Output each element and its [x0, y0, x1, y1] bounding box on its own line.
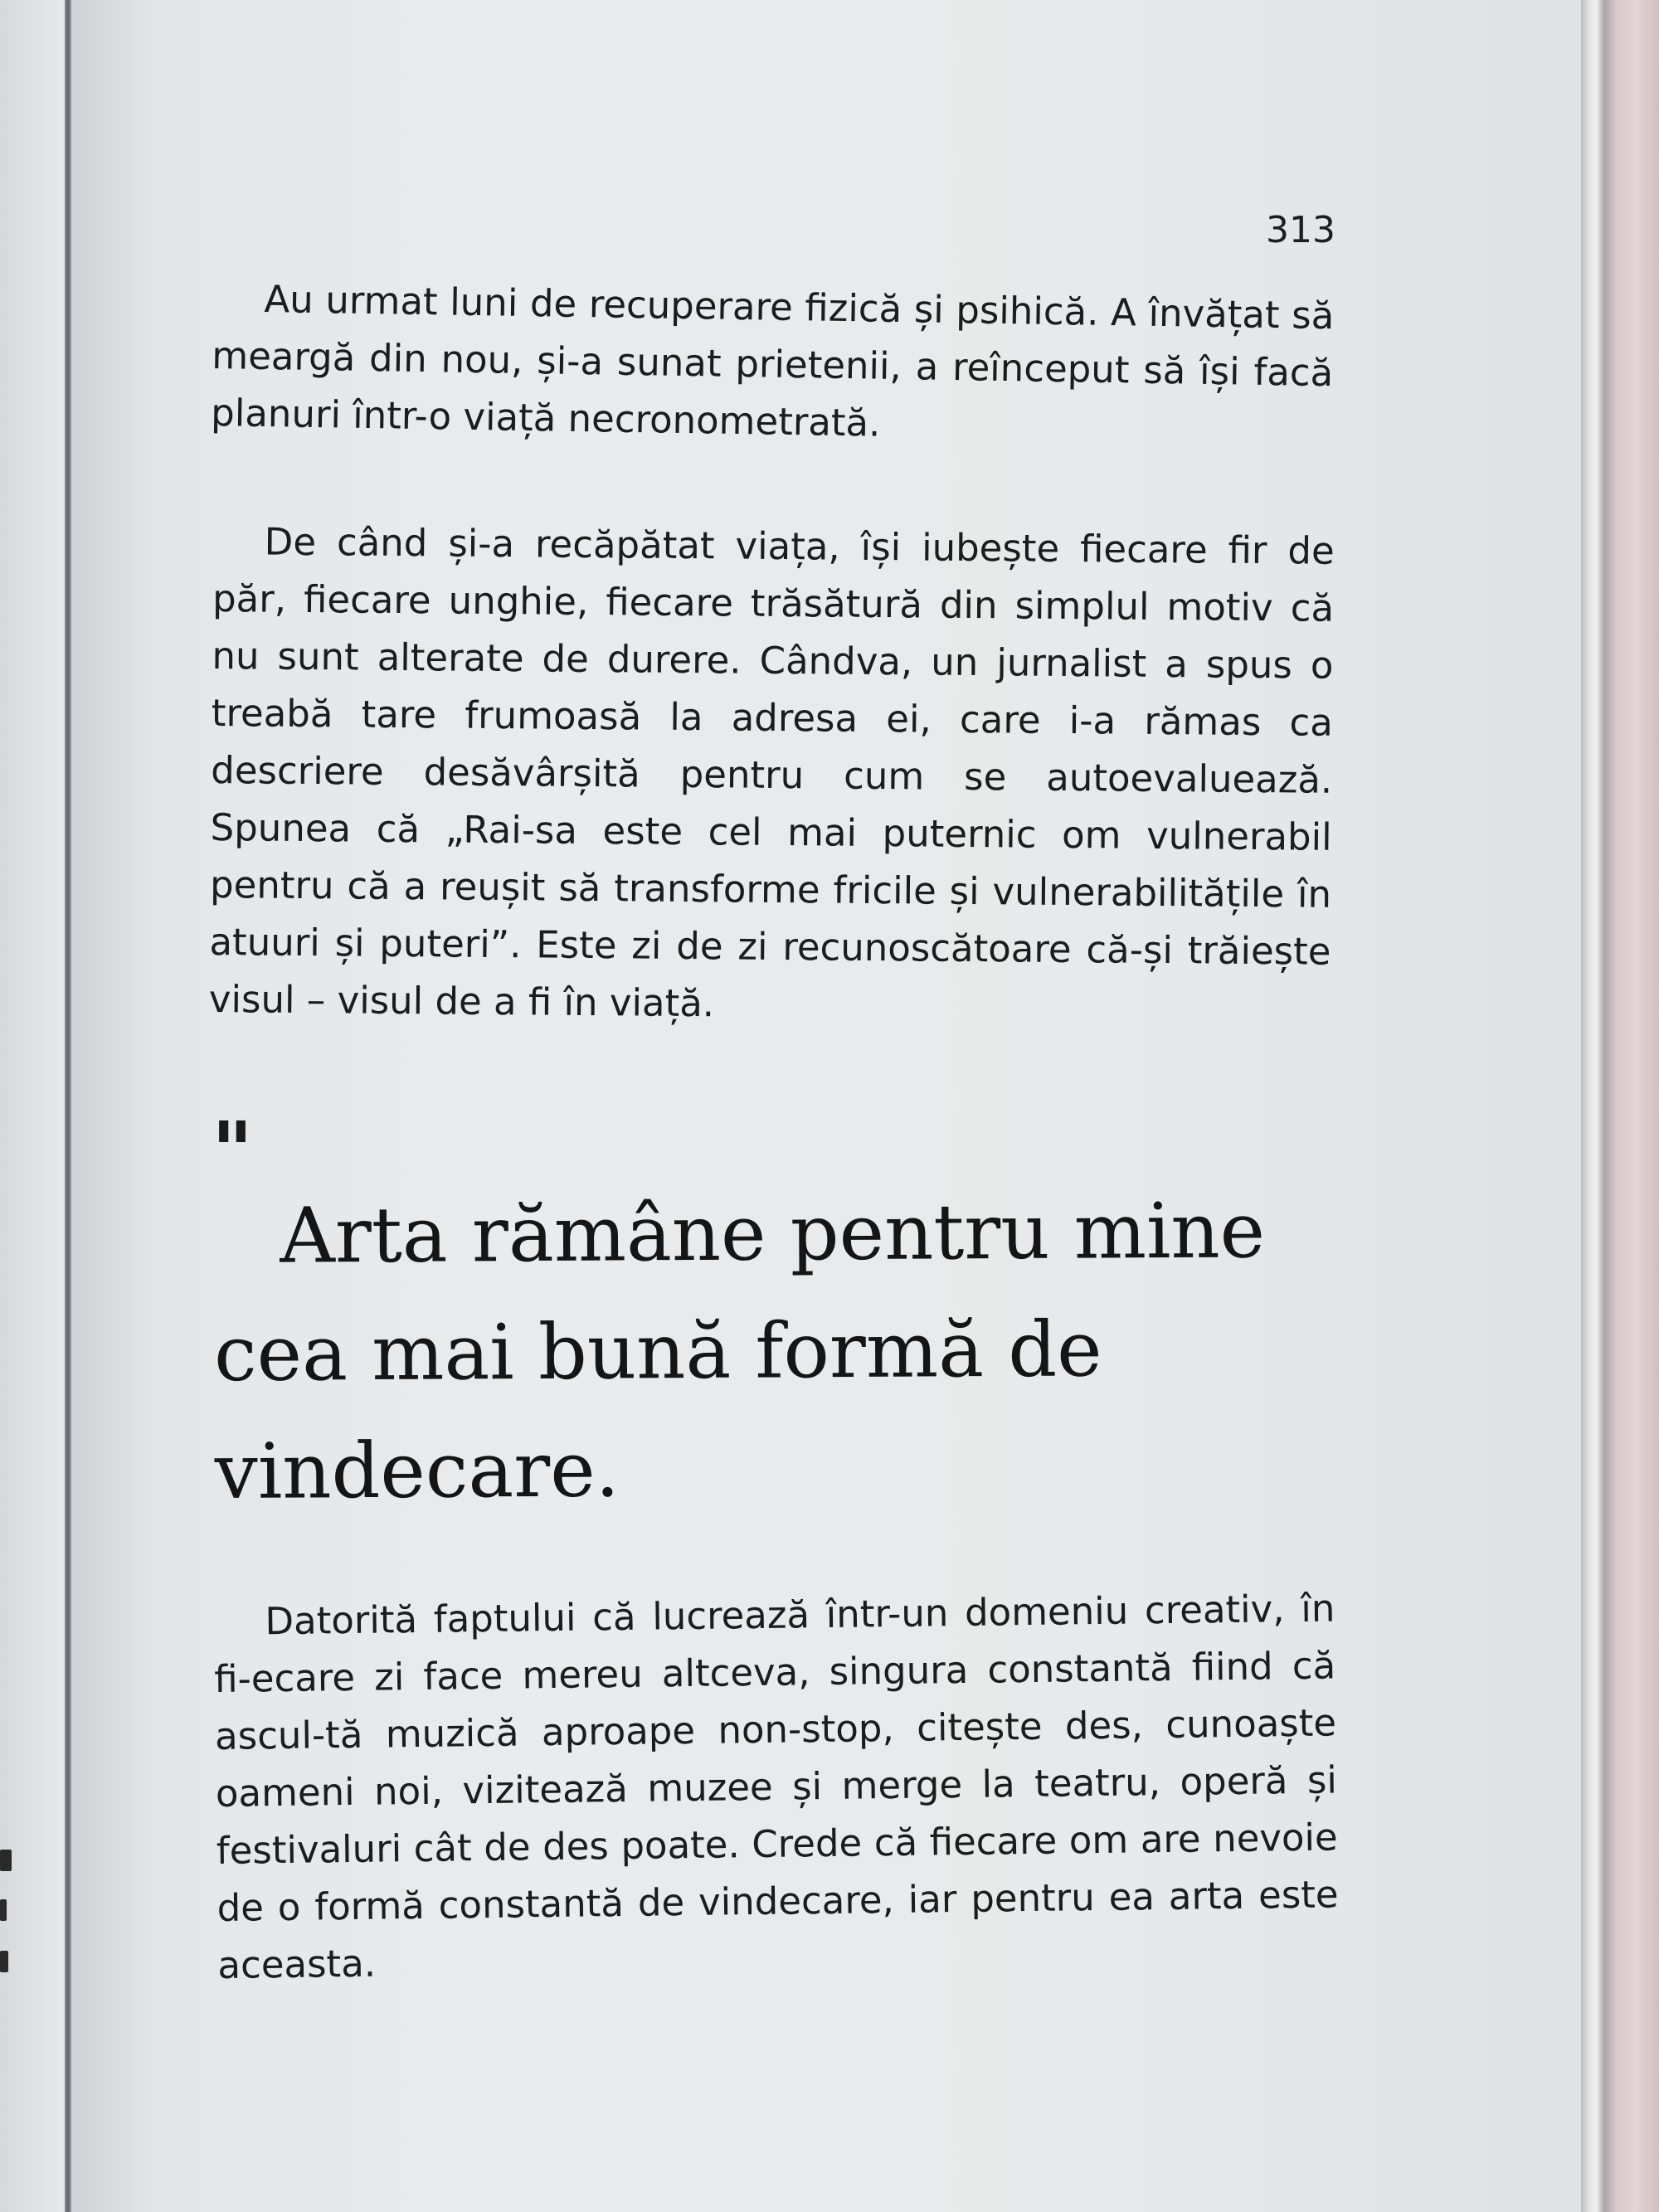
pull-quote	[213, 1172, 1293, 1531]
page-number: 313	[1266, 209, 1335, 251]
book-cover-edge	[1581, 0, 1659, 2212]
facing-page-text-fragment	[0, 1899, 7, 1921]
paragraph-gratitude	[209, 513, 1335, 1038]
pull-quote-text: Arta rămâne pentru mine cea mai bună formă de vindecare.	[213, 1186, 1266, 1516]
page-gutter	[65, 0, 71, 2212]
facing-page-text-fragment	[0, 1850, 12, 1871]
paragraph-recovery	[211, 270, 1335, 459]
paragraph-text: Datorită faptului că lucrează într-un domeniu creativ, în fi-ecare zi face mereu altceva, singura constantă fiind că ascul-tă muzică aproape non-stop, citește des, cunoaște oameni noi, vizitează muzee și merge la teatru, operă și festivaluri cât de des poate. Crede că fiecare om are nevoie de o formă constantă de vindecare, iar pentru ea arta este aceasta.	[213, 1586, 1339, 1987]
facing-page-text-fragment	[0, 1951, 8, 1972]
paragraph-text: Au urmat luni de recuperare fizică și psihică. A învățat să meargă din nou, și-a sunat prietenii, a reînceput să își facă planuri într-o viață necronometrată.	[210, 276, 1335, 445]
paragraph-text: De când și-a recăpătat viața, își iubește fiecare fir de păr, fiecare unghie, fiecare trăsătură din simplul motiv că nu sunt alterate de durere. Cândva, un jurnalist a spus o treabă tare frumoasă la adresa ei, care i-a rămas ca descriere desăvârșită pentru cum se autoevaluează. Spunea că „Rai-sa este cel mai puternic om vulnerabil pentru că a reușit să transforme fricile și vulnerabilitățile în atuuri și puteri”. Este zi de zi recunoscătoare că-și trăiește visul – visul de a fi în viață.	[208, 519, 1335, 1026]
quote-mark-icon: "	[212, 1105, 249, 1198]
paragraph-creative-work	[213, 1579, 1340, 1993]
